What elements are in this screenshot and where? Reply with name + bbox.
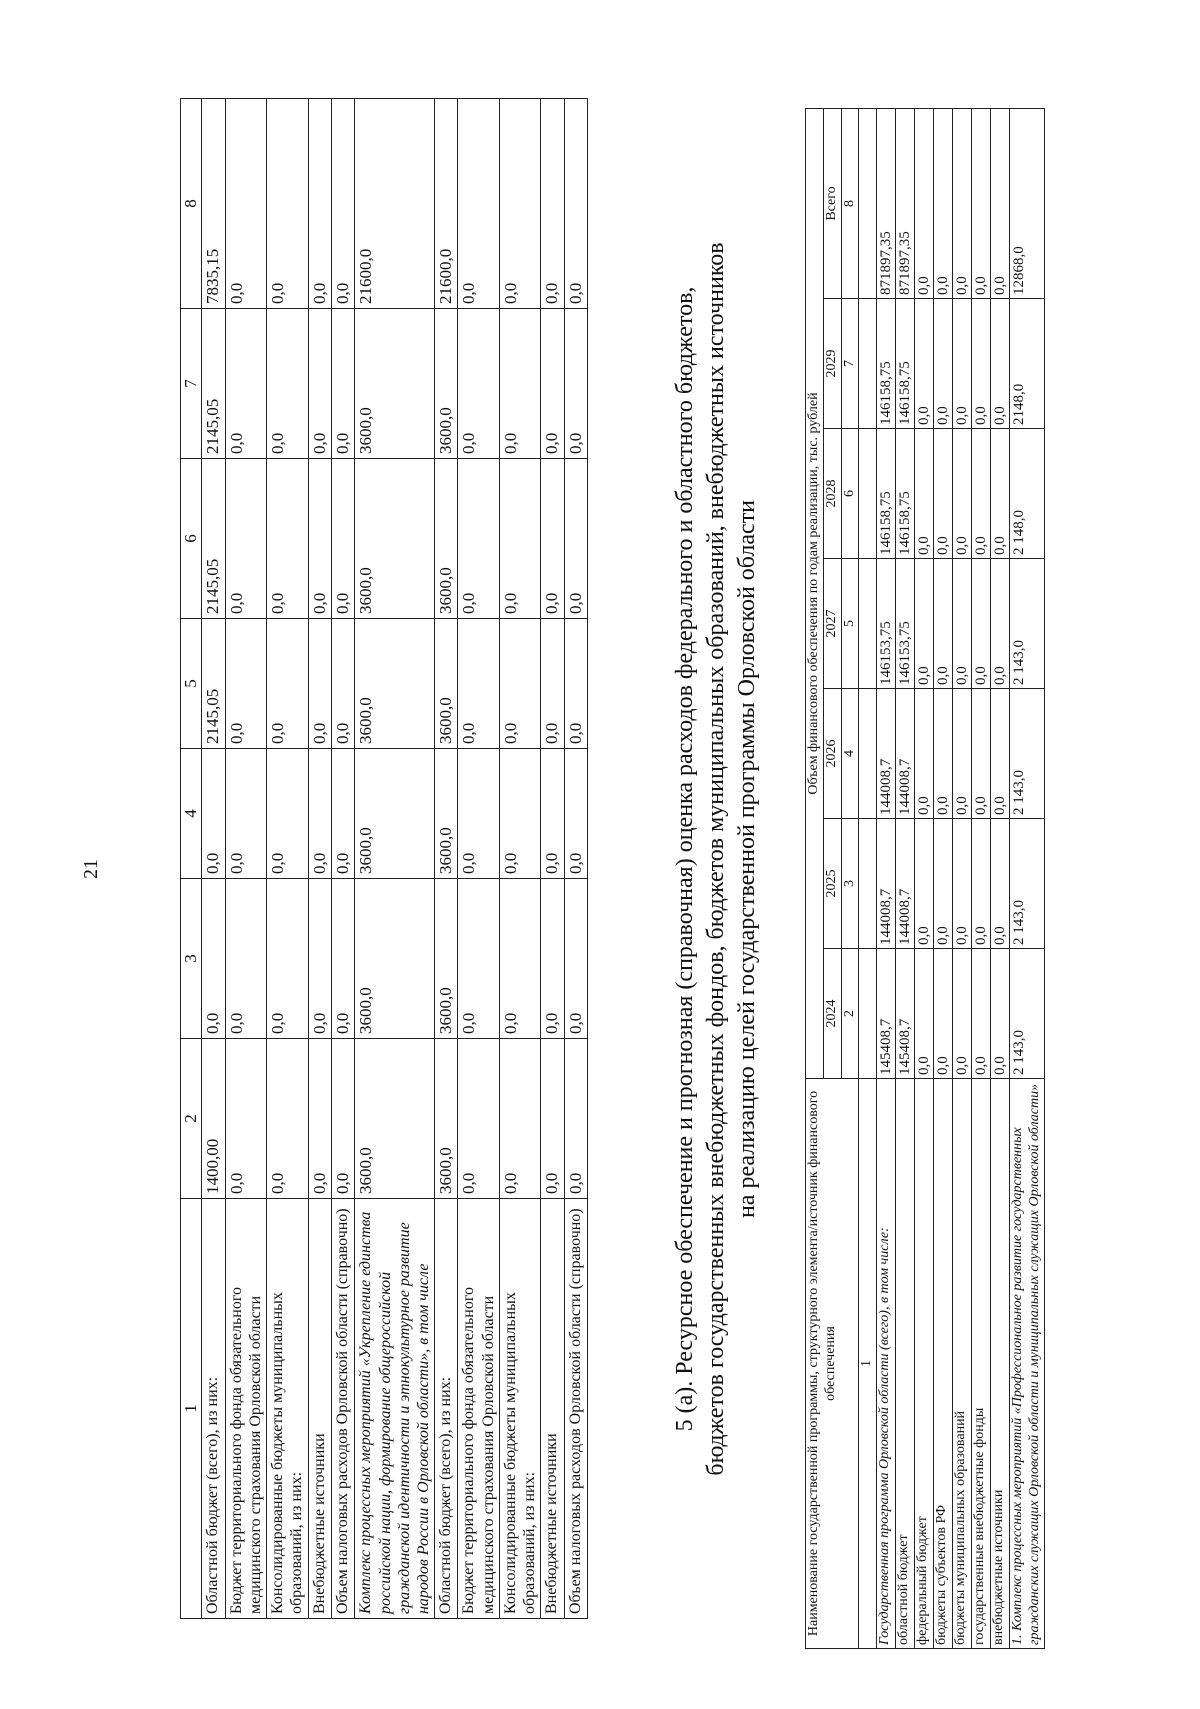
value-cell: 144008,7 bbox=[877, 819, 896, 949]
value-cell: 146158,75 bbox=[877, 429, 896, 559]
year-header: Всего bbox=[823, 109, 841, 299]
value-cell: 0,0 bbox=[991, 429, 1010, 559]
value-cell: 3600,0 bbox=[435, 309, 458, 459]
value-cell: 0,0 bbox=[458, 99, 499, 309]
funding-group-header: Объем финансового обеспечения по годам реализации, тыс. рублей bbox=[806, 109, 824, 1079]
value-cell: 0,0 bbox=[972, 299, 991, 429]
column-number: 8 bbox=[181, 99, 202, 309]
value-cell: 0,0 bbox=[308, 749, 331, 879]
value-cell: 3600,0 bbox=[355, 879, 435, 1039]
spacer-cell bbox=[859, 559, 877, 689]
column-number: 1 bbox=[181, 1199, 202, 1619]
column-number: 8 bbox=[841, 109, 859, 299]
value-cell: 146153,75 bbox=[877, 559, 896, 689]
value-cell: 0,0 bbox=[499, 749, 540, 879]
value-cell: 0,0 bbox=[541, 749, 564, 879]
spacer-cell bbox=[859, 689, 877, 819]
value-cell: 0,0 bbox=[991, 819, 1010, 949]
column-number: 2 bbox=[181, 1039, 202, 1199]
table-row bbox=[934, 109, 953, 1649]
value-cell: 144008,7 bbox=[896, 689, 915, 819]
column-number: 5 bbox=[841, 559, 859, 689]
row-label: Государственная программа Орловской области (всего), в том числе: bbox=[877, 1079, 896, 1649]
value-cell: 0,0 bbox=[308, 459, 331, 619]
funding-table-continued bbox=[180, 98, 588, 1619]
value-cell: 0,0 bbox=[308, 619, 331, 749]
value-cell: 0,0 bbox=[915, 559, 934, 689]
column-number: 4 bbox=[181, 749, 202, 879]
section-heading-line: на реализацию целей государственной программы Орловской области bbox=[734, 499, 760, 1219]
value-cell: 0,0 bbox=[267, 749, 308, 879]
row-label: Консолидированные бюджеты муниципальных образований, из них: bbox=[499, 1199, 540, 1619]
value-cell: 0,0 bbox=[953, 559, 972, 689]
value-cell: 0,0 bbox=[331, 1039, 354, 1199]
value-cell: 2145,05 bbox=[202, 459, 225, 619]
row-label: Объем налоговых расходов Орловской области (справочно) bbox=[564, 1199, 587, 1619]
row-label: федеральный бюджет bbox=[915, 1079, 934, 1649]
value-cell: 3600,0 bbox=[355, 1039, 435, 1199]
column-number: 3 bbox=[181, 879, 202, 1039]
value-cell: 0,0 bbox=[458, 459, 499, 619]
row-label: бюджеты субъектов РФ bbox=[934, 1079, 953, 1649]
table-row bbox=[435, 99, 458, 1619]
value-cell: 12868,0 bbox=[1010, 109, 1045, 299]
value-cell: 0,0 bbox=[934, 689, 953, 819]
value-cell: 0,0 bbox=[499, 1039, 540, 1199]
value-cell: 0,0 bbox=[225, 459, 266, 619]
value-cell: 0,0 bbox=[225, 99, 266, 309]
value-cell: 0,0 bbox=[331, 749, 354, 879]
table-row bbox=[972, 109, 991, 1649]
column-number-row bbox=[181, 99, 202, 1619]
row-label: 1. Комплекс процессных мероприятий «Профессиональное развитие государственных гражданских служащих Орловской области и муниципальных служащих Орловской области» bbox=[1010, 1079, 1045, 1649]
table-row bbox=[1010, 109, 1045, 1649]
year-header: 2029 bbox=[823, 299, 841, 429]
value-cell: 0,0 bbox=[564, 879, 587, 1039]
value-cell: 3600,0 bbox=[355, 749, 435, 879]
value-cell: 0,0 bbox=[225, 309, 266, 459]
column-number: 4 bbox=[841, 689, 859, 819]
value-cell: 0,0 bbox=[541, 879, 564, 1039]
row-label: Внебюджетные источники bbox=[308, 1199, 331, 1619]
value-cell: 0,0 bbox=[991, 949, 1010, 1079]
value-cell: 2148,0 bbox=[1010, 299, 1045, 429]
table-row bbox=[499, 99, 540, 1619]
value-cell: 144008,7 bbox=[877, 689, 896, 819]
value-cell: 0,0 bbox=[225, 619, 266, 749]
spacer-cell bbox=[859, 949, 877, 1079]
year-header: 2025 bbox=[823, 819, 841, 949]
value-cell: 0,0 bbox=[267, 1039, 308, 1199]
value-cell: 0,0 bbox=[915, 949, 934, 1079]
column-number: 7 bbox=[841, 299, 859, 429]
value-cell: 144008,7 bbox=[896, 819, 915, 949]
value-cell: 0,0 bbox=[915, 819, 934, 949]
year-header: 2024 bbox=[823, 949, 841, 1079]
page-number: 21 bbox=[80, 859, 102, 879]
value-cell: 3600,0 bbox=[435, 749, 458, 879]
value-cell: 0,0 bbox=[953, 949, 972, 1079]
row-label: государственные внебюджетные фонды bbox=[972, 1079, 991, 1649]
value-cell: 0,0 bbox=[331, 459, 354, 619]
year-header: 2026 bbox=[823, 689, 841, 819]
row-label: Бюджет территориального фонда обязательного медицинского страхования Орловской области bbox=[225, 1199, 266, 1619]
value-cell: 2145,05 bbox=[202, 619, 225, 749]
value-cell: 3600,0 bbox=[435, 459, 458, 619]
value-cell: 2 143,0 bbox=[1010, 559, 1045, 689]
value-cell: 0,0 bbox=[225, 879, 266, 1039]
value-cell: 0,0 bbox=[499, 99, 540, 309]
value-cell: 0,0 bbox=[564, 749, 587, 879]
value-cell: 3600,0 bbox=[435, 619, 458, 749]
row-label: Объем налоговых расходов Орловской области (справочно) bbox=[331, 1199, 354, 1619]
value-cell: 871897,35 bbox=[896, 109, 915, 299]
column-number: 2 bbox=[841, 949, 859, 1079]
value-cell: 0,0 bbox=[267, 99, 308, 309]
value-cell: 0,0 bbox=[934, 949, 953, 1079]
value-cell: 21600,0 bbox=[355, 99, 435, 309]
value-cell: 0,0 bbox=[934, 559, 953, 689]
column-number: 1 bbox=[859, 1079, 877, 1649]
table-row bbox=[564, 99, 587, 1619]
value-cell: 0,0 bbox=[225, 1039, 266, 1199]
value-cell: 0,0 bbox=[458, 879, 499, 1039]
row-label: областной бюджет bbox=[896, 1079, 915, 1649]
value-cell: 0,0 bbox=[499, 459, 540, 619]
value-cell: 0,0 bbox=[953, 819, 972, 949]
value-cell: 0,0 bbox=[953, 299, 972, 429]
value-cell: 0,0 bbox=[308, 99, 331, 309]
value-cell: 0,0 bbox=[331, 619, 354, 749]
value-cell: 0,0 bbox=[564, 1039, 587, 1199]
value-cell: 0,0 bbox=[953, 689, 972, 819]
value-cell: 0,0 bbox=[267, 619, 308, 749]
value-cell: 145408,7 bbox=[877, 949, 896, 1079]
value-cell: 0,0 bbox=[934, 429, 953, 559]
value-cell: 0,0 bbox=[953, 429, 972, 559]
value-cell: 0,0 bbox=[972, 949, 991, 1079]
spacer-cell bbox=[859, 109, 877, 299]
row-label: бюджеты муниципальных образований bbox=[953, 1079, 972, 1649]
spacer-cell bbox=[859, 429, 877, 559]
value-cell: 0,0 bbox=[541, 99, 564, 309]
header-row bbox=[806, 109, 824, 1649]
value-cell: 0,0 bbox=[541, 309, 564, 459]
row-label: Областной бюджет (всего), из них: bbox=[435, 1199, 458, 1619]
value-cell: 0,0 bbox=[972, 819, 991, 949]
value-cell: 0,0 bbox=[991, 559, 1010, 689]
table-row bbox=[877, 109, 896, 1649]
spacer-cell bbox=[859, 819, 877, 949]
section-heading-line: 5 (а). Ресурсное обеспечение и прогнозная (справочная) оценка расходов федерального и областного бюджетов, bbox=[672, 286, 698, 1432]
value-cell: 3600,0 bbox=[435, 1039, 458, 1199]
column-number: 5 bbox=[181, 619, 202, 749]
table-row bbox=[202, 99, 225, 1619]
value-cell: 1400,00 bbox=[202, 1039, 225, 1199]
value-cell: 7835,15 bbox=[202, 99, 225, 309]
value-cell: 0,0 bbox=[564, 619, 587, 749]
value-cell: 0,0 bbox=[458, 309, 499, 459]
value-cell: 0,0 bbox=[541, 459, 564, 619]
value-cell: 0,0 bbox=[915, 109, 934, 299]
table-row bbox=[991, 109, 1010, 1649]
value-cell: 146158,75 bbox=[896, 299, 915, 429]
value-cell: 3600,0 bbox=[435, 879, 458, 1039]
value-cell: 3600,0 bbox=[355, 309, 435, 459]
value-cell: 2 148,0 bbox=[1010, 429, 1045, 559]
row-label: внебюджетные источники bbox=[991, 1079, 1010, 1649]
value-cell: 0,0 bbox=[972, 689, 991, 819]
value-cell: 871897,35 bbox=[877, 109, 896, 299]
value-cell: 0,0 bbox=[308, 879, 331, 1039]
value-cell: 3600,0 bbox=[355, 619, 435, 749]
row-label: Консолидированные бюджеты муниципальных образований, из них: bbox=[267, 1199, 308, 1619]
resource-estimate-table bbox=[805, 108, 1045, 1649]
value-cell: 2 143,0 bbox=[1010, 689, 1045, 819]
value-cell: 0,0 bbox=[972, 559, 991, 689]
table-row bbox=[541, 99, 564, 1619]
name-column-header: Наименование государственной программы, структурного элемента/источник финансового обеспечения bbox=[806, 1079, 859, 1649]
value-cell: 0,0 bbox=[991, 689, 1010, 819]
value-cell: 0,0 bbox=[202, 879, 225, 1039]
value-cell: 21600,0 bbox=[435, 99, 458, 309]
table-row bbox=[308, 99, 331, 1619]
column-number: 6 bbox=[181, 459, 202, 619]
value-cell: 0,0 bbox=[972, 429, 991, 559]
table-row bbox=[267, 99, 308, 1619]
year-header: 2027 bbox=[823, 559, 841, 689]
value-cell: 0,0 bbox=[934, 299, 953, 429]
value-cell: 0,0 bbox=[308, 1039, 331, 1199]
value-cell: 0,0 bbox=[499, 309, 540, 459]
value-cell: 0,0 bbox=[564, 459, 587, 619]
value-cell: 0,0 bbox=[499, 619, 540, 749]
value-cell: 0,0 bbox=[915, 689, 934, 819]
value-cell: 0,0 bbox=[991, 109, 1010, 299]
value-cell: 2 143,0 bbox=[1010, 949, 1045, 1079]
value-cell: 0,0 bbox=[331, 879, 354, 1039]
value-cell: 0,0 bbox=[991, 299, 1010, 429]
value-cell: 0,0 bbox=[934, 109, 953, 299]
column-number: 3 bbox=[841, 819, 859, 949]
spacer-cell bbox=[859, 299, 877, 429]
table-row bbox=[225, 99, 266, 1619]
row-label: Комплекс процессных мероприятий «Укрепление единства российской нации, формирование общероссийской гражданской идентичности и этнокультурное развитие народов России в Орловской области», в том числе bbox=[355, 1199, 435, 1619]
value-cell: 0,0 bbox=[915, 299, 934, 429]
value-cell: 0,0 bbox=[331, 309, 354, 459]
value-cell: 0,0 bbox=[541, 619, 564, 749]
value-cell: 0,0 bbox=[458, 749, 499, 879]
table-row bbox=[953, 109, 972, 1649]
column-number: 7 bbox=[181, 309, 202, 459]
value-cell: 0,0 bbox=[953, 109, 972, 299]
value-cell: 0,0 bbox=[564, 99, 587, 309]
value-cell: 0,0 bbox=[267, 879, 308, 1039]
table-row bbox=[915, 109, 934, 1649]
value-cell: 0,0 bbox=[458, 1039, 499, 1199]
value-cell: 0,0 bbox=[331, 99, 354, 309]
row-label: Внебюджетные источники bbox=[541, 1199, 564, 1619]
row-label: Областной бюджет (всего), из них: bbox=[202, 1199, 225, 1619]
value-cell: 0,0 bbox=[564, 309, 587, 459]
value-cell: 0,0 bbox=[308, 309, 331, 459]
value-cell: 0,0 bbox=[915, 429, 934, 559]
value-cell: 0,0 bbox=[267, 309, 308, 459]
value-cell: 0,0 bbox=[499, 879, 540, 1039]
value-cell: 146153,75 bbox=[896, 559, 915, 689]
section-heading bbox=[670, 109, 763, 1609]
table-row bbox=[896, 109, 915, 1649]
value-cell: 0,0 bbox=[934, 819, 953, 949]
table-row bbox=[458, 99, 499, 1619]
value-cell: 0,0 bbox=[972, 109, 991, 299]
value-cell: 0,0 bbox=[458, 619, 499, 749]
value-cell: 0,0 bbox=[225, 749, 266, 879]
value-cell: 2 143,0 bbox=[1010, 819, 1045, 949]
value-cell: 0,0 bbox=[202, 749, 225, 879]
value-cell: 146158,75 bbox=[896, 429, 915, 559]
section-heading-line: бюджетов государственных внебюджетных фондов, бюджетов муниципальных образований, внебюджетных источников bbox=[703, 242, 729, 1476]
table-row bbox=[355, 99, 435, 1619]
value-cell: 3600,0 bbox=[355, 459, 435, 619]
row-label: Бюджет территориального фонда обязательного медицинского страхования Орловской области bbox=[458, 1199, 499, 1619]
value-cell: 145408,7 bbox=[896, 949, 915, 1079]
table-row bbox=[331, 99, 354, 1619]
year-header: 2028 bbox=[823, 429, 841, 559]
column-number-row bbox=[859, 109, 877, 1649]
value-cell: 2145,05 bbox=[202, 309, 225, 459]
value-cell: 0,0 bbox=[267, 459, 308, 619]
column-number: 6 bbox=[841, 429, 859, 559]
value-cell: 0,0 bbox=[541, 1039, 564, 1199]
value-cell: 146158,75 bbox=[877, 299, 896, 429]
